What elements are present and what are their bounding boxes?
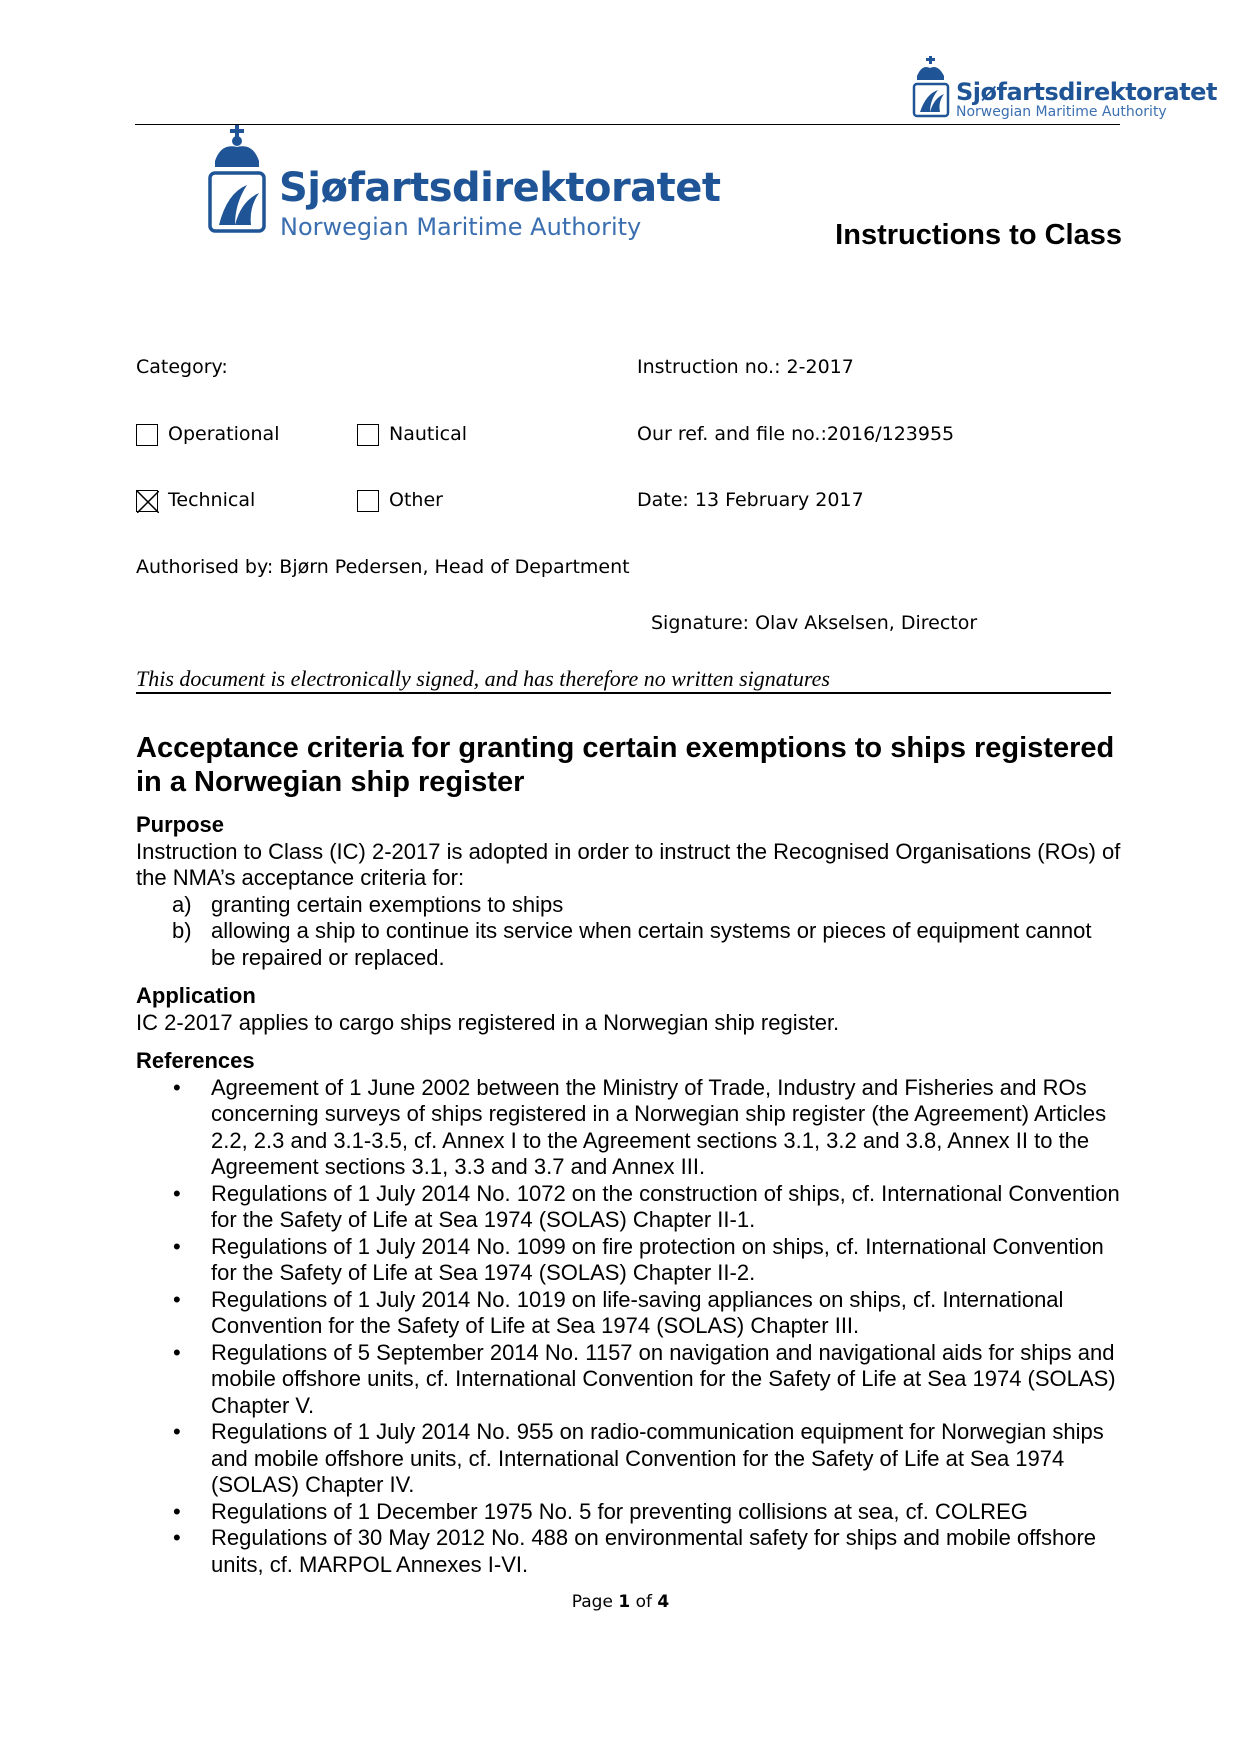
- list-item-label: a): [172, 891, 192, 917]
- list-item-text: Regulations of 1 December 1975 No. 5 for preventing collisions at sea, cf. COLREG: [211, 1498, 1028, 1524]
- purpose-heading: Purpose: [136, 812, 225, 837]
- bullet-icon: •: [173, 1339, 181, 1365]
- cross-icon: [137, 491, 159, 513]
- checkbox-box: [357, 490, 379, 512]
- list-item: [136, 1075, 1121, 1181]
- list-item-text: Regulations of 1 July 2014 No. 1072 on the construction of ships, cf. International Convention for the Safety of Life at Sea 1974 (SOLAS) Chapter II-1.: [211, 1180, 1120, 1232]
- checkbox-box: [136, 424, 158, 446]
- logo-name-small: Sjøfartsdirektoratet: [956, 78, 1217, 106]
- checkbox-label: Other: [389, 489, 443, 511]
- page-title: Acceptance criteria for granting certain exemptions to ships registered in a Norwegian ship register: [136, 732, 1115, 798]
- instruction-number: Instruction no.: 2-2017: [637, 356, 854, 378]
- page-total: 4: [657, 1592, 670, 1612]
- bullet-icon: •: [173, 1525, 181, 1550]
- page-prefix: Page: [571, 1592, 613, 1612]
- list-item-text: Regulations of 1 July 2014 No. 1019 on life-saving appliances on ships, cf. International Convention for the Safety of Life at Sea 1974 (SOLAS) Chapter III.: [211, 1286, 1064, 1338]
- list-item-text: allowing a ship to continue its service when certain systems or pieces of equipment cannot be repaired or replaced.: [211, 918, 1092, 970]
- purpose-section: [136, 812, 1121, 971]
- category-label: Category:: [136, 356, 228, 378]
- list-item: [136, 1419, 1121, 1499]
- purpose-text: Instruction to Class (IC) 2-2017 is adopted in order to instruct the Recognised Organisations (ROs) of the NMA’s acceptance criteria for:: [136, 838, 1121, 890]
- document-body: [136, 812, 1121, 1590]
- list-item-text: Regulations of 5 September 2014 No. 1157 on navigation and navigational aids for ships and mobile offshore units, cf. International Convention for the Safety of Life at Sea 1974 (SOLAS) Chapter V.: [211, 1339, 1116, 1418]
- electronic-signature-note: This document is electronically signed, and has therefore no written signatures: [136, 666, 1111, 694]
- checkbox-label: Operational: [168, 423, 280, 445]
- page-of: of: [635, 1592, 652, 1612]
- list-item: [136, 918, 1121, 971]
- list-item: [136, 1340, 1121, 1420]
- bullet-icon: •: [173, 1419, 181, 1444]
- list-item: [136, 1525, 1121, 1578]
- logo-sub-small: Norwegian Maritime Authority: [956, 104, 1167, 120]
- checkbox-nautical: [357, 423, 467, 446]
- authorised-by: Authorised by: Bjørn Pedersen, Head of Department: [136, 556, 630, 578]
- logo-sub-main: Norwegian Maritime Authority: [280, 213, 642, 241]
- header-logo-small: [912, 56, 1217, 126]
- page-footer: [0, 1592, 1241, 1612]
- bullet-icon: •: [173, 1498, 181, 1524]
- checkbox-label: Nautical: [389, 423, 467, 445]
- checkbox-label: Technical: [168, 489, 256, 511]
- list-item-text: Regulations of 1 July 2014 No. 955 on radio-communication equipment for Norwegian ships and mobile offshore units, cf. International Convention for the Safety of Life at Sea 1974 (SOLAS) Chapter IV.: [211, 1419, 1104, 1497]
- list-item: [136, 1499, 1121, 1526]
- crest-icon: [207, 125, 269, 235]
- reference-number: Our ref. and file no.:2016/123955: [637, 423, 955, 445]
- logo-name-main: Sjøfartsdirektoratet: [279, 165, 721, 211]
- references-section: [136, 1048, 1121, 1578]
- bullet-icon: •: [173, 1074, 181, 1100]
- signature-line: Signature: Olav Akselsen, Director: [651, 612, 978, 634]
- application-heading: Application: [136, 983, 256, 1008]
- list-item: [136, 892, 1121, 919]
- list-item: [136, 1181, 1121, 1234]
- list-item: [136, 1287, 1121, 1340]
- application-section: [136, 983, 1121, 1036]
- document-date: Date: 13 February 2017: [637, 489, 864, 511]
- checkbox-other: [357, 489, 443, 512]
- list-item: [136, 1234, 1121, 1287]
- list-item-label: b): [172, 918, 192, 943]
- checkbox-technical: [136, 489, 255, 512]
- bullet-icon: •: [173, 1233, 181, 1259]
- references-list: [136, 1075, 1121, 1579]
- checkbox-box-checked: [136, 490, 158, 512]
- crest-icon: [912, 56, 952, 122]
- references-heading: References: [136, 1048, 255, 1073]
- list-item-text: Agreement of 1 June 2002 between the Ministry of Trade, Industry and Fisheries and ROs concerning surveys of ships registered in a Norwegian ship register (the Agreement) Articles 2.2, 2.3 and 3.1-3.5, cf. Annex I to the Agreement sections 3.1, 3.2 and 3.8, Annex II to the Agreement sections 3.1, 3.3 and 3.7 and Annex III.: [211, 1074, 1107, 1179]
- purpose-list: [136, 892, 1121, 972]
- checkbox-box: [357, 424, 379, 446]
- page-current: 1: [618, 1592, 631, 1612]
- list-item-text: granting certain exemptions to ships: [211, 891, 564, 917]
- bullet-icon: •: [173, 1180, 181, 1206]
- header-logo-main: [207, 125, 721, 243]
- bullet-icon: •: [173, 1286, 181, 1312]
- application-text: IC 2-2017 applies to cargo ships registered in a Norwegian ship register.: [136, 1009, 840, 1035]
- list-item-text: Regulations of 30 May 2012 No. 488 on environmental safety for ships and mobile offshore units, cf. MARPOL Annexes I-VI.: [211, 1525, 1097, 1577]
- list-item-text: Regulations of 1 July 2014 No. 1099 on fire protection on ships, cf. International Convention for the Safety of Life at Sea 1974 (SOLAS) Chapter II-2.: [211, 1233, 1104, 1285]
- document-type-heading: Instructions to Class: [835, 219, 1122, 251]
- checkbox-operational: [136, 423, 279, 446]
